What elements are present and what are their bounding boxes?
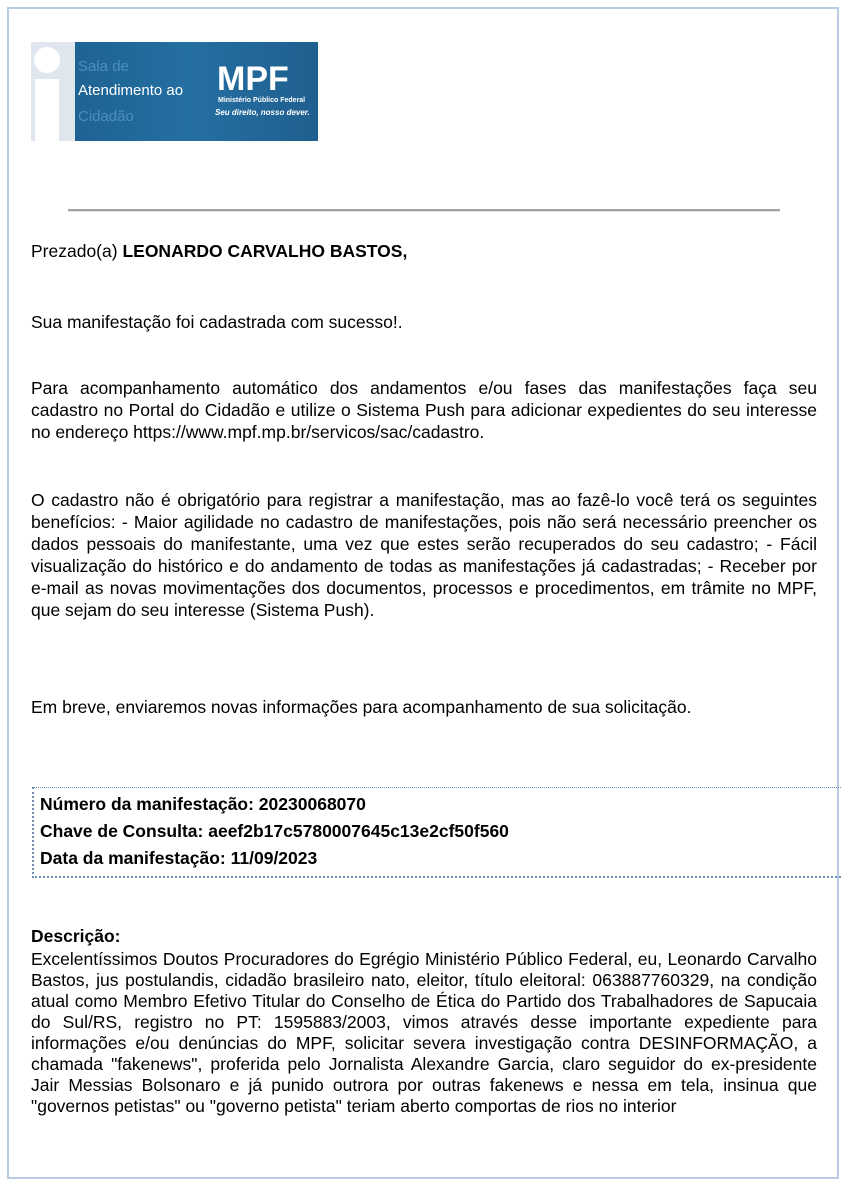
description-text: Excelentíssimos Doutos Procuradores do Egrégio Ministério Público Federal, eu, Leonardo Carvalho Bastos, jus postulandis, cidadão brasileiro nato, eleitor, título eleitoral: 063887760329, na condição atual como Membro Efetivo Titular do Conselho de Ética do Partido dos Trabalhadores de Sapucaia do Sul/RS, registro no PT: 1595883/2003, vimos através desse importante expediente para informações e/ou denúncias do MPF, solicitar severa investigação contra DESINFORMAÇÃO, a chamada "fakenews", proferida pelo Jornalista Alexandre Garcia, claro seguidor do ex-presidente Jair Messias Bolsonaro e já punido outrora por outras fakenews e nessa em tela, insinua que "governos petistas" ou "governo petista" teriam aberto comportas de rios no interior (31, 949, 817, 1116)
followup-message: Em breve, enviaremos novas informações para acompanhamento de sua solicitação. (31, 697, 692, 717)
recipient-name: LEONARDO CARVALHO BASTOS, (122, 241, 408, 261)
consultation-key: Chave de Consulta: aeef2b17c5780007645c13e2cf50f560 (40, 821, 509, 841)
mpf-logo (31, 42, 318, 141)
portal-paragraph: Para acompanhamento automático dos andamentos e/ou fases das manifestações faça seu cadastro no Portal do Cidadão e utilize o Sistema Push para adicionar expedientes do seu interesse no endereço https://www.mpf.mp.br/servicos/sac/cadastro. (31, 378, 817, 442)
description-label: Descrição: (31, 926, 121, 946)
header-divider (68, 209, 780, 212)
manifestation-date: Data da manifestação: 11/09/2023 (40, 848, 318, 868)
success-message: Sua manifestação foi cadastrada com sucesso!. (31, 312, 403, 332)
person-icon-head (34, 47, 60, 73)
logo-org: Ministério Público Federal (218, 97, 306, 104)
logo-person-panel (31, 42, 75, 141)
manifestation-number: Número da manifestação: 20230068070 (40, 794, 366, 814)
benefits-paragraph: O cadastro não é obrigatório para registrar a manifestação, mas ao fazê-lo você terá os seguintes benefícios: - Maior agilidade no cadastro de manifestações, pois não será necessário preencher os dados pessoais do manifestante, uma vez que estes serão recuperados do seu cadastro; - Fácil visualização do histórico e do andamento de todas as manifestações já cadastradas; - Receber por e-mail as novas movimentações dos documentos, processos e procedimentos, em trâmite no MPF, que sejam do seu interesse (Sistema Push). (31, 490, 817, 620)
greeting-prefix: Prezado(a) (31, 241, 118, 261)
person-icon-body (35, 79, 59, 141)
logo-brand: MPF (217, 60, 289, 98)
logo-line-1: Sala de (78, 58, 129, 75)
logo-line-2: Atendimento ao (78, 82, 184, 99)
greeting (31, 240, 407, 262)
manifestation-info-box (32, 787, 841, 878)
logo-line-3: Cidadão (78, 108, 134, 125)
logo-slogan: Seu direito, nosso dever. (215, 108, 310, 117)
